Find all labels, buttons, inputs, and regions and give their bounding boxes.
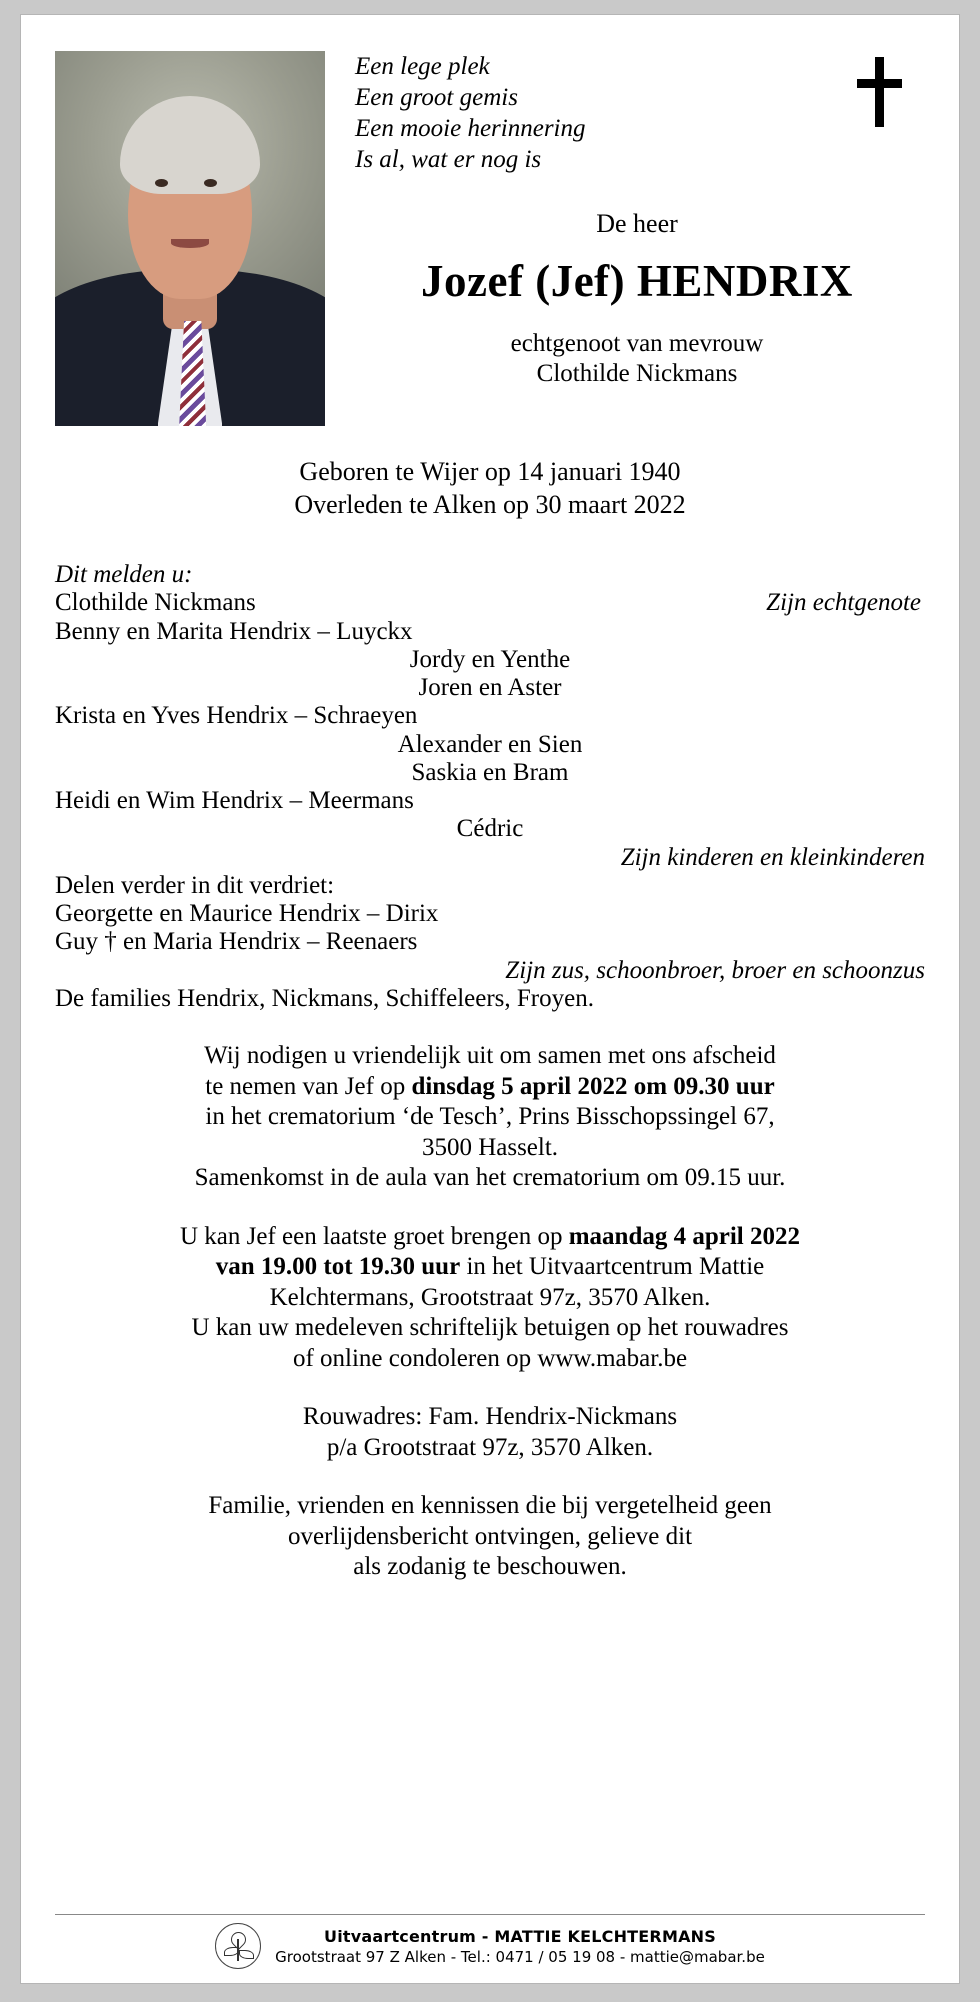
spouse-block bbox=[349, 329, 925, 389]
notice-paragraph bbox=[21, 1491, 959, 1583]
ceremony-line-2 bbox=[47, 1072, 933, 1103]
notice-line-3: als zodanig te beschouwen. bbox=[353, 1553, 627, 1580]
poem-line-1: Een lege plek bbox=[355, 53, 490, 80]
wife-row bbox=[55, 589, 925, 617]
address-line-1: Rouwadres: Fam. Hendrix-Nickmans bbox=[302, 1403, 678, 1430]
visitation-time: van 19.00 tot 19.30 uur bbox=[215, 1253, 461, 1280]
poem-line-2: Een groot gemis bbox=[355, 84, 518, 111]
siblings-role: Zijn zus, schoonbroer, broer en schoonzus bbox=[505, 956, 925, 984]
address-paragraph bbox=[21, 1402, 959, 1463]
birth-line: Geboren te Wijer op 14 januari 1940 bbox=[299, 457, 681, 486]
family-line: Jordy en Yenthe bbox=[409, 645, 571, 673]
ceremony-line-1: Wij nodigen u vriendelijk uit om samen met ons afscheid bbox=[204, 1042, 776, 1069]
families-line: De families Hendrix, Nickmans, Schiffeleers, Froyen. bbox=[55, 984, 594, 1012]
family-line: Joren en Aster bbox=[418, 674, 562, 701]
flower-logo-icon bbox=[215, 1923, 261, 1969]
share-line: Georgette en Maurice Hendrix – Dirix bbox=[55, 900, 439, 927]
visitation-line-4: U kan uw medeleven schriftelijk betuigen op het rouwadres bbox=[191, 1314, 789, 1341]
cross-icon bbox=[853, 57, 907, 127]
wife-role: Zijn echtgenote bbox=[766, 589, 921, 617]
header-section bbox=[21, 15, 959, 426]
poem bbox=[349, 51, 925, 175]
spouse-name: Clothilde Nickmans bbox=[536, 360, 738, 387]
spouse-label: echtgenoot van mevrouw bbox=[510, 330, 764, 357]
share-intro: Delen verder in dit verdriet: bbox=[55, 871, 335, 899]
dates-section bbox=[21, 456, 959, 521]
visitation-line-5: of online condoleren op www.mabar.be bbox=[292, 1344, 688, 1372]
visitation-line-2 bbox=[47, 1252, 933, 1283]
family-line: Saskia en Bram bbox=[411, 758, 569, 786]
visitation-line-1-pre: U kan Jef een laatste groet brengen op bbox=[179, 1222, 569, 1250]
poem-line-4: Is al, wat er nog is bbox=[355, 146, 542, 173]
memorial-card bbox=[20, 14, 960, 1984]
portrait-photo bbox=[55, 51, 325, 426]
notice-line-2: overlijdensbericht ontvingen, gelieve dit bbox=[287, 1522, 693, 1550]
visitation-date: maandag 4 april 2022 bbox=[568, 1222, 800, 1250]
family-intro: Dit melden u: bbox=[55, 561, 193, 588]
visitation-line-2-post: in het Uitvaartcentrum Mattie bbox=[460, 1253, 765, 1280]
ceremony-line-3: in het crematorium ‘de Tesch’, Prins Bisschopssingel 67, bbox=[205, 1103, 775, 1130]
header-text bbox=[325, 51, 925, 426]
share-line: Guy † en Maria Hendrix – Reenaers bbox=[55, 928, 418, 956]
visitation-paragraph bbox=[21, 1222, 959, 1375]
visitation-line-3: Kelchtermans, Grootstraat 97z, 3570 Alken. bbox=[269, 1283, 711, 1311]
ceremony-line-4: 3500 Hasselt. bbox=[421, 1133, 559, 1161]
wife-name: Clothilde Nickmans bbox=[55, 589, 256, 617]
ceremony-line-5: Samenkomst in de aula van het crematorium om 09.15 uur. bbox=[194, 1164, 786, 1191]
ceremony-line-2-pre: te nemen van Jef op bbox=[205, 1072, 412, 1100]
visitation-line-1 bbox=[47, 1222, 933, 1253]
poem-line-3: Een mooie herinnering bbox=[355, 115, 586, 142]
children-role: Zijn kinderen en kleinkinderen bbox=[620, 843, 925, 871]
family-section bbox=[21, 561, 959, 1013]
ceremony-datetime: dinsdag 5 april 2022 om 09.30 uur bbox=[411, 1072, 775, 1100]
footer-contact: Grootstraat 97 Z Alken - Tel.: 0471 / 05 19 08 - mattie@mabar.be bbox=[275, 1947, 765, 1966]
death-line: Overleden te Alken op 30 maart 2022 bbox=[294, 489, 686, 519]
family-line: Alexander en Sien bbox=[397, 730, 583, 758]
ceremony-paragraph bbox=[21, 1041, 959, 1194]
footer-divider bbox=[55, 1914, 925, 1915]
deceased-name: Jozef (Jef) HENDRIX bbox=[421, 256, 853, 306]
footer bbox=[21, 1914, 959, 1969]
footer-company: Uitvaartcentrum - MATTIE KELCHTERMANS bbox=[324, 1926, 716, 1946]
family-line: Benny en Marita Hendrix – Luyckx bbox=[55, 617, 413, 645]
address-line-2: p/a Grootstraat 97z, 3570 Alken. bbox=[326, 1433, 654, 1461]
notice-line-1: Familie, vrienden en kennissen die bij vergetelheid geen bbox=[208, 1492, 772, 1519]
family-line: Heidi en Wim Hendrix – Meermans bbox=[55, 787, 414, 814]
salutation: De heer bbox=[596, 209, 678, 238]
family-line: Cédric bbox=[456, 815, 524, 843]
family-line: Krista en Yves Hendrix – Schraeyen bbox=[55, 702, 418, 730]
